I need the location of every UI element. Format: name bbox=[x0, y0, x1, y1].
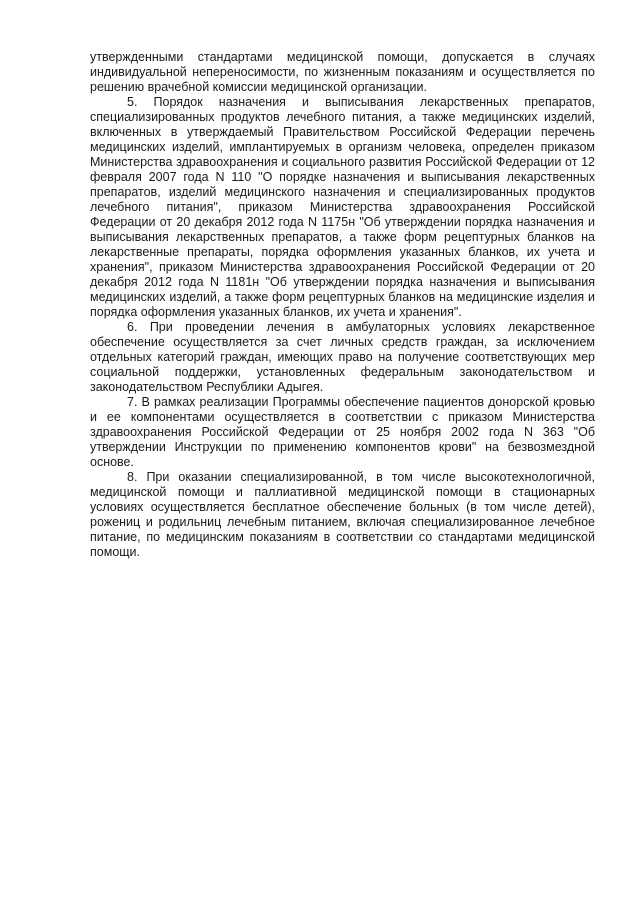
paragraph-5: 5. Порядок назначения и выписывания лекарственных препаратов, специализированных продуктов лечебного питания, а также медицинских изделий, включенных в утверждаемый Правительством Российской Федерации перечень медицинских изделий, имплантируемых в организм человека, определен приказом Министерства здравоохранения и социального развития Российской Федерации от 12 февраля 2007 года N 110 "О порядке назначения и выписывания лекарственных препаратов, изделий медицинского назначения и специализированных продуктов лечебного питания", приказом Министерства здравоохранения Российской Федерации от 20 декабря 2012 года N 1175н "Об утверждении порядка назначения и выписывания лекарственных препаратов, а также форм рецептурных бланков на лекарственные препараты, порядка оформления указанных бланков, их учета и хранения", приказом Министерства здравоохранения Российской Федерации от 20 декабря 2012 года N 1181н "Об утверждении порядка назначения и выписывания медицинских изделий, а также форм рецептурных бланков на медицинские изделия и порядка оформления указанных бланков, их учета и хранения". bbox=[90, 95, 595, 319]
paragraph-8: 8. При оказании специализированной, в том числе высокотехнологичной, медицинской помощи и паллиативной медицинской помощи в стационарных условиях осуществляется бесплатное обеспечение больных (в том числе детей), рожениц и родильниц лечебным питанием, включая специализированное лечебное питание, по медицинским показаниям в соответствии со стандартами медицинской помощи. bbox=[90, 470, 595, 559]
paragraph-continuation: утвержденными стандартами медицинской помощи, допускается в случаях индивидуальной непереносимости, по жизненным показаниям и осуществляется по решению врачебной комиссии медицинской организации. bbox=[90, 50, 595, 94]
paragraph-6: 6. При проведении лечения в амбулаторных условиях лекарственное обеспечение осуществляется за счет личных средств граждан, за исключением отдельных категорий граждан, имеющих право на получение соответствующих мер социальной поддержки, установленных федеральным законодательством и законодательством Республики Адыгея. bbox=[90, 320, 595, 394]
document-page bbox=[90, 50, 595, 560]
paragraph-7: 7. В рамках реализации Программы обеспечение пациентов донорской кровью и ее компонентами осуществляется в соответствии с приказом Министерства здравоохранения Российской Федерации от 25 ноября 2002 года N 363 "Об утверждении Инструкции по применению компонентов крови" на безвозмездной основе. bbox=[90, 395, 595, 469]
